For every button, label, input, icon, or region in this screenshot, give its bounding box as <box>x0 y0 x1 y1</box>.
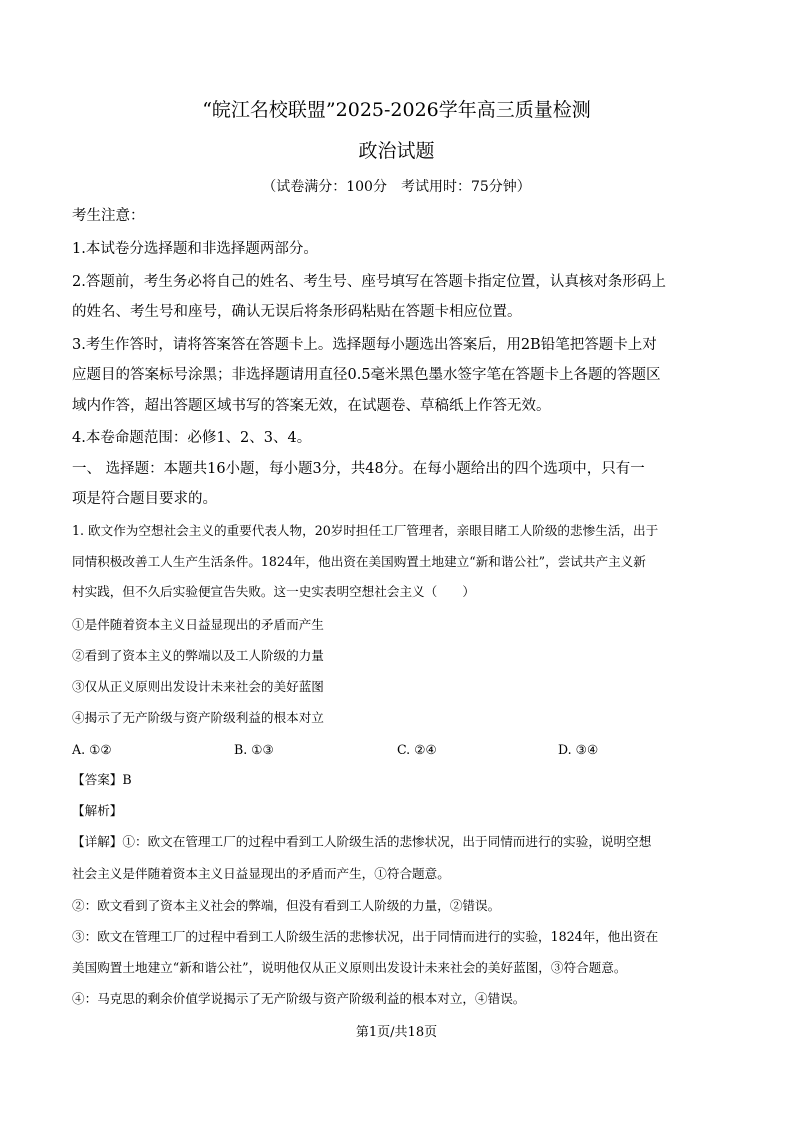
notice-line: 的姓名、考生号和座号，确认无误后将条形码粘贴在答题卡相应位置。 <box>72 304 522 320</box>
explanation-line: ④：马克思的剩余价值学说揭示了无产阶级与资产阶级利益的根本对立，④错误。 <box>72 991 526 1006</box>
answer-options <box>72 740 727 760</box>
exam-subject: 政治试题 <box>358 140 435 162</box>
section-heading: 一、 选择题：本题共16小题，每小题3分，共48分。在每小题给出的四个选项中，只有一 <box>72 461 645 477</box>
explanation-line: ②：欧文看到了资本主义社会的弊端，但没有看到工人阶级的力量，②错误。 <box>72 898 501 913</box>
question-statement: ③仅从正义原则出发设计未来社会的美好蓝图 <box>72 679 324 694</box>
question-statement: ④揭示了无产阶级与资产阶级利益的根本对立 <box>72 710 324 725</box>
exam-title: “皖江名校联盟”2025-2026学年高三质量检测 <box>202 99 591 121</box>
question-stem: 村实践，但不久后实验便宣告失败。这一史实表明空想社会主义（ ） <box>72 584 475 599</box>
question-statement: ①是伴随着资本主义日益显现出的矛盾而产生 <box>72 617 324 632</box>
explanation-line: 社会主义是伴随着资本主义日益显现出的矛盾而产生，①符合题意。 <box>72 866 450 881</box>
notice-line: 2.答题前，考生务必将自己的姓名、考生号、座号填写在答题卡指定位置，认真核对条形码上 <box>72 274 666 290</box>
notice-line: 1.本试卷分选择题和非选择题两部分。 <box>72 241 318 257</box>
explanation-line: 美国购置土地建立“新和谐公社”，说明他仅从正义原则出发设计未来社会的美好蓝图，③符合题意。 <box>72 960 627 975</box>
option-d: D. ③④ <box>558 742 599 757</box>
notice-line: 3.考生作答时，请将答案答在答题卡上。选择题每小题选出答案后，用2B铅笔把答题卡上对 <box>72 337 657 353</box>
analysis-label: 【解析】 <box>72 803 123 818</box>
notice-line: 4.本卷命题范围：必修1、2、3、4。 <box>72 430 312 446</box>
exam-info: （试卷满分：100分 考试用时：75分钟） <box>262 179 531 195</box>
question-stem: 1. 欧文作为空想社会主义的重要代表人物，20岁时担任工厂管理者，亲眼目睹工人阶级的悲惨生活，出于 <box>72 523 659 538</box>
question-stem: 同情积极改善工人生产生活条件。1824年，他出资在美国购置土地建立“新和谐公社”，尝试共产主义新 <box>72 554 646 569</box>
option-b: B. ①③ <box>234 742 274 757</box>
notice-line: 域内作答，超出答题区域书写的答案无效，在试题卷、草稿纸上作答无效。 <box>72 398 551 414</box>
page-number: 第1页/共18页 <box>355 1025 438 1040</box>
section-heading: 项是符合题目要求的。 <box>72 491 217 507</box>
explanation-line: 【详解】①：欧文在管理工厂的过程中看到工人阶级生活的悲惨状况，出于同情而进行的实验，说明空想 <box>72 834 652 849</box>
notice-line: 应题目的答案标号涂黑；非选择题请用直径0.5毫米黑色墨水签字笔在答题卡上各题的答题区 <box>72 367 661 383</box>
notice-heading: 考生注意： <box>72 208 145 224</box>
option-a: A. ①② <box>72 742 112 757</box>
answer-label: 【答案】B <box>72 772 132 787</box>
option-c: C. ②④ <box>397 742 437 757</box>
question-statement: ②看到了资本主义的弊端以及工人阶级的力量 <box>72 648 324 663</box>
explanation-line: ③：欧文在管理工厂的过程中看到工人阶级生活的悲惨状况，出于同情而进行的实验，1824年，他出资在 <box>72 929 659 944</box>
